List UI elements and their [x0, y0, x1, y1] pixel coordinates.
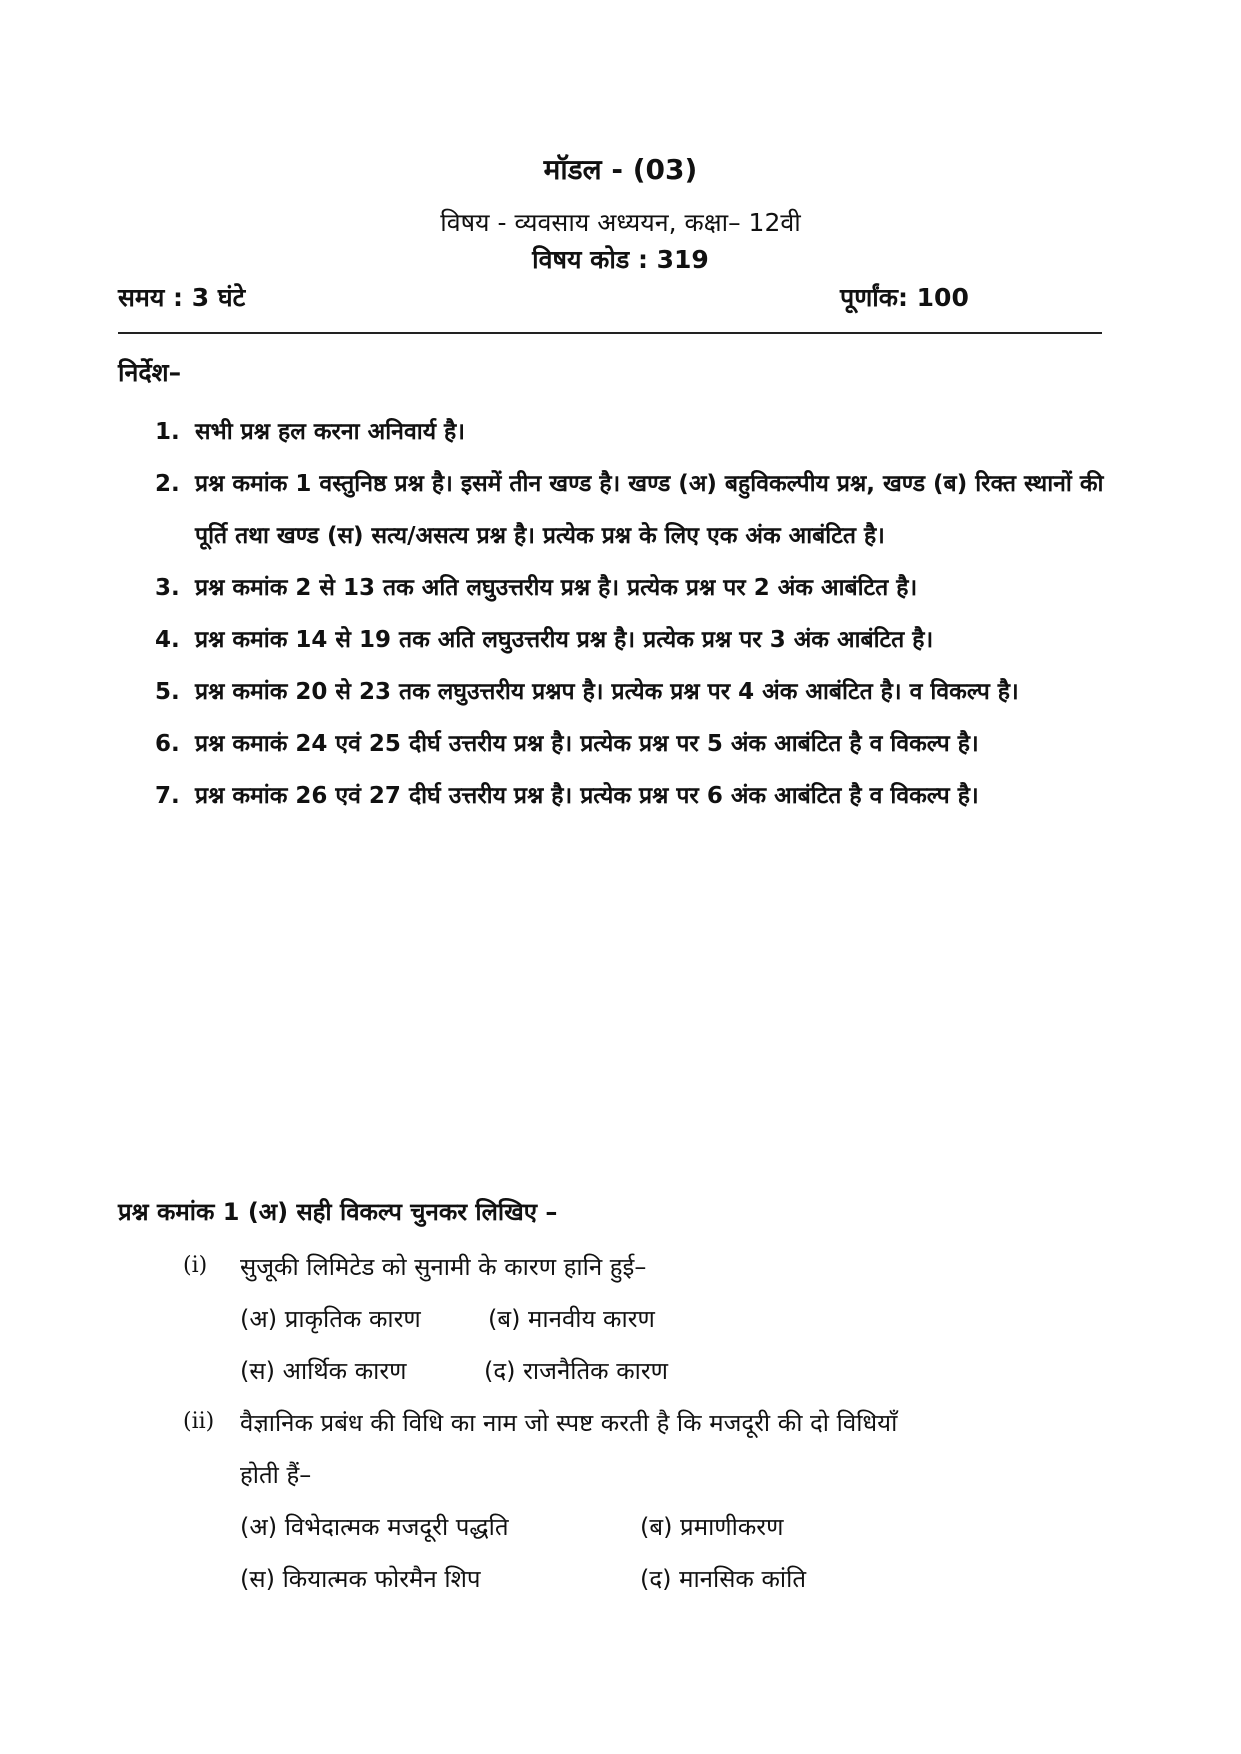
- instruction-number: 7.: [155, 783, 180, 809]
- instruction-item: [155, 666, 1115, 718]
- instruction-number: 6.: [155, 731, 180, 757]
- instruction-text: प्रश्न कमांक 2 से 13 तक अति लघुउत्तरीय प्रश्न है। प्रत्येक प्रश्न पर 2 अंक आबंटित है।: [195, 575, 918, 601]
- instruction-number: 5.: [155, 679, 180, 705]
- question-text: सुजूकी लिमिटेड को सुनामी के कारण हानि हुई–: [240, 1253, 647, 1281]
- instruction-item: [155, 770, 1115, 822]
- instruction-text: प्रश्न कमाकं 24 एवं 25 दीर्घ उत्तरीय प्रश्न है। प्रत्येक प्रश्न पर 5 अंक आबंटित है व विकल्प है।: [195, 731, 979, 757]
- header-divider: [118, 332, 1102, 334]
- time-duration: समय : 3 घंटे: [118, 283, 246, 312]
- instruction-text: प्रश्न कमांक 1 वस्तुनिष्ठ प्रश्न है। इसमें तीन खण्ड है। खण्ड (अ) बहुविकल्पीय प्रश्न, खण्ड (ब) रिक्त स्थानों की पूर्ति तथा खण्ड (स) सत्य/असत्य प्रश्न है। प्रत्येक प्रश्न के लिए एक अंक आबंटित है।: [195, 471, 1104, 549]
- instruction-text: प्रश्न कमांक 26 एवं 27 दीर्घ उत्तरीय प्रश्न है। प्रत्येक प्रश्न पर 6 अंक आबंटित है व विकल्प है।: [195, 783, 979, 809]
- part-number: (ii): [183, 1409, 215, 1434]
- instruction-item: [155, 718, 1115, 770]
- instruction-number: 2.: [155, 471, 180, 497]
- instructions-list: [155, 406, 1115, 822]
- subject-code: विषय कोड : 319: [532, 245, 709, 274]
- option: (स) कियात्मक फोरमैन शिप: [240, 1565, 481, 1593]
- option: (अ) प्राकृतिक कारण: [240, 1305, 421, 1333]
- total-marks: पूर्णांक: 100: [840, 283, 969, 312]
- instruction-number: 3.: [155, 575, 180, 601]
- instruction-item: [155, 458, 1115, 562]
- option: (ब) मानवीय कारण: [488, 1305, 655, 1333]
- instruction-item: [155, 406, 1115, 458]
- model-title: मॉडल - (03): [543, 153, 698, 186]
- question-text: वैज्ञानिक प्रबंध की विधि का नाम जो स्पष्ट करती है कि मजदूरी की दो विधियाँ: [240, 1409, 898, 1437]
- option: (अ) विभेदात्मक मजदूरी पद्धति: [240, 1513, 509, 1541]
- instruction-number: 1.: [155, 419, 180, 445]
- option: (ब) प्रमाणीकरण: [640, 1513, 784, 1541]
- question-1-heading: प्रश्न कमांक 1 (अ) सही विकल्प चुनकर लिखिए –: [118, 1198, 558, 1226]
- option: (स) आर्थिक कारण: [240, 1357, 407, 1385]
- instruction-text: प्रश्न कमांक 14 से 19 तक अति लघुउत्तरीय प्रश्न है। प्रत्येक प्रश्न पर 3 अंक आबंटित है।: [195, 627, 934, 653]
- instructions-heading: निर्देश–: [118, 358, 182, 387]
- instruction-item: [155, 614, 1115, 666]
- subject-line: विषय - व्यवसाय अध्ययन, कक्षा– 12वी: [440, 208, 801, 237]
- instruction-item: [155, 562, 1115, 614]
- instruction-text: प्रश्न कमांक 20 से 23 तक लघुउत्तरीय प्रश्नप है। प्रत्येक प्रश्न पर 4 अंक आबंटित है। व विकल्प है।: [195, 679, 1019, 705]
- option: (द) राजनैतिक कारण: [484, 1357, 669, 1385]
- option: (द) मानसिक कांति: [640, 1565, 807, 1593]
- instruction-text: सभी प्रश्न हल करना अनिवार्य है।: [195, 419, 465, 445]
- instruction-number: 4.: [155, 627, 180, 653]
- question-text-continued: होती हैं–: [240, 1461, 312, 1489]
- part-number: (i): [183, 1253, 208, 1278]
